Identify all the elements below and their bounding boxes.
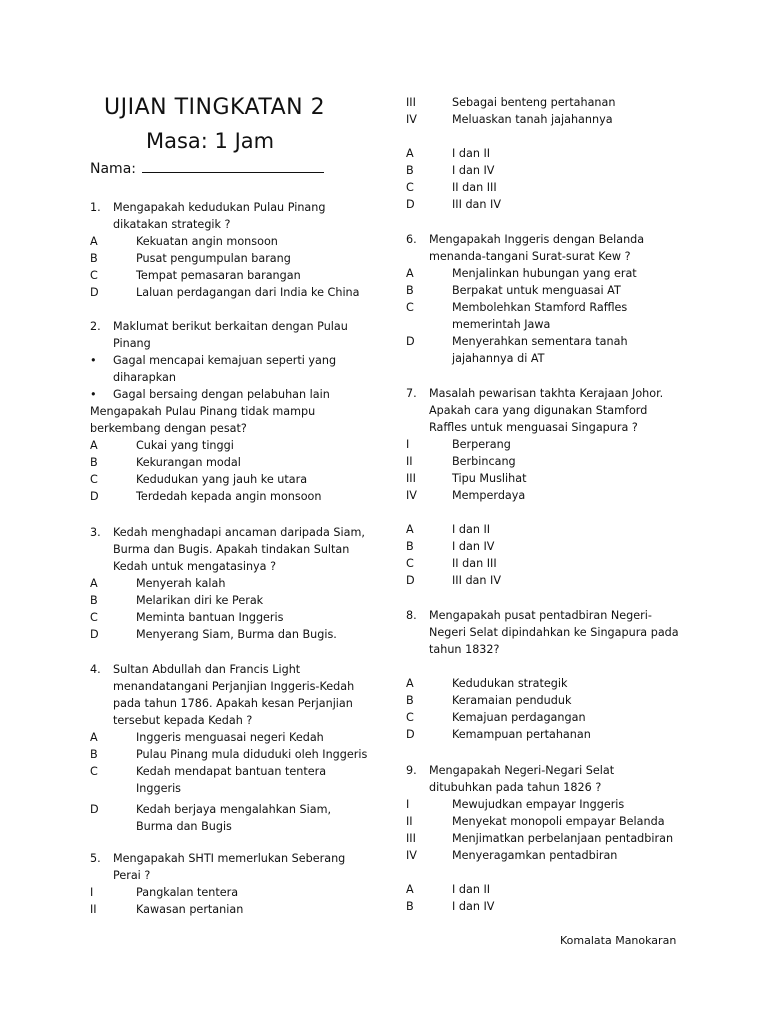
statement-iii: III Tipu Muslihat (406, 472, 527, 485)
question-4: 4. Sultan Abdullah dan Francis Light menandatangani Perjanjian Inggeris-Kedah pada tahun 1786. Apakah kesan Perjanjian tersebut kepada Kedah ? A Inggeris menguasai negeri Kedah B Pulau Pinang mula diduduki oleh Inggeris C Kedah mendapat bantuan tentera Inggeris D Kedah berjaya mengalahkan Siam, Burma dan Bugis (90, 663, 368, 833)
question-number: 5. (90, 852, 101, 865)
question-1 (90, 199, 360, 301)
bullet-icon: • (90, 354, 97, 367)
question-number: 7. (406, 387, 417, 400)
question-7: 7. Masalah pewarisan takhta Kerajaan Johor. Apakah cara yang digunakan Stamford Raffles untuk menguasai Singapura ? I Berperang II Berbincang III Tipu Muslihat IV Memperdaya A I dan II B I dan IV C II dan III D III dan IV (406, 387, 664, 587)
option-d: D Laluan perdagangan dari India ke China (90, 286, 360, 299)
statement-ii: II Kawasan pertanian (90, 903, 244, 916)
statement-i: I Mewujudkan empayar Inggeris (406, 798, 625, 811)
option-d: D Menyerang Siam, Burma dan Bugis. (90, 628, 337, 641)
option-c: C Tempat pemasaran barangan (90, 269, 301, 282)
option-c: C Meminta bantuan Inggeris (90, 611, 284, 624)
question-2: 2. Maklumat berikut berkaitan dengan Pulau Pinang • Gagal mencapai kemajuan seperti yang diharapkan • Gagal bersaing dengan pelabuhan lain Mengapakah Pulau Pinang tidak mampu berkembang dengan pesat? A Cukai yang tinggi B Kekurangan modal C Kedudukan yang jauh ke utara D Terdedah kepada angin monsoon (90, 320, 348, 503)
option-b: B I dan IV (406, 164, 495, 177)
exam-title: UJIAN TINGKATAN 2 (104, 95, 326, 120)
question-number: 2. (90, 320, 101, 333)
option-a: A I dan II (406, 883, 491, 896)
question-5-continued (406, 94, 615, 213)
option-b: B Berpakat untuk menguasai AT (406, 284, 621, 297)
option-b: B Kekurangan modal (90, 456, 241, 469)
option-d: D Kemampuan pertahanan (406, 728, 591, 741)
option-a: A Kekuatan angin monsoon (90, 235, 278, 248)
option-b: B I dan IV (406, 540, 495, 553)
option-a: A I dan II (406, 523, 491, 536)
question-5: 5. Mengapakah SHTI memerlukan Seberang Perai ? I Pangkalan tentera II Kawasan pertanian (90, 852, 346, 916)
question-number: 9. (406, 764, 417, 777)
option-a: A Inggeris menguasai negeri Kedah (90, 731, 324, 744)
option-c: C Kedah mendapat bantuan tentera (90, 765, 327, 778)
question-9: 9. Mengapakah Negeri-Negari Selat ditubuhkan pada tahun 1826 ? I Mewujudkan empayar Inggeris II Menyekat monopoli empayar Belanda III Menjimatkan perbelanjaan pentadbiran IV Menyeragamkan pentadbiran A I dan II B I dan IV (406, 764, 674, 913)
question-8: 8. Mengapakah pusat pentadbiran Negeri- Negeri Selat dipindahkan ke Singapura pada tahun 1832? A Kedudukan strategik B Keramaian penduduk C Kemajuan perdagangan D Kemampuan pertahanan (406, 609, 679, 741)
option-d: D Kedah berjaya mengalahkan Siam, (90, 803, 332, 816)
question-text: dikatakan strategik ? (113, 218, 231, 231)
exam-duration: Masa: 1 Jam (146, 129, 275, 153)
option-a: A I dan II (406, 147, 491, 160)
option-d: D III dan IV (406, 198, 502, 211)
option-d: D Terdedah kepada angin monsoon (90, 490, 322, 503)
author-credit: Komalata Manokaran (560, 934, 677, 947)
option-a: A Kedudukan strategik (406, 677, 568, 690)
bullet-item: • Gagal mencapai kemajuan seperti yang (90, 354, 337, 367)
question-number: 3. (90, 526, 101, 539)
option-a: A Cukai yang tinggi (90, 439, 234, 452)
option-c: C Membolehkan Stamford Raffles (406, 301, 628, 314)
option-b: B Pusat pengumpulan barang (90, 252, 291, 265)
question-number: 6. (406, 233, 417, 246)
statement-iv: IV Menyeragamkan pentadbiran (406, 849, 618, 862)
statement-iv: IV Memperdaya (406, 489, 526, 502)
option-a: A Menyerah kalah (90, 577, 226, 590)
name-blank-line (142, 160, 324, 173)
option-c: C Kemajuan perdagangan (406, 711, 586, 724)
option-d: D III dan IV (406, 574, 502, 587)
question-text: Mengapakah kedudukan Pulau Pinang (113, 201, 326, 214)
bullet-icon: • (90, 388, 97, 401)
question-6: 6. Mengapakah Inggeris dengan Belanda menanda-tangani Surat-surat Kew ? A Menjalinkan hubungan yang erat B Berpakat untuk menguasai AT C Membolehkan Stamford Raffles memerintah Jawa D Menyerahkan sementara tanah jajahannya di AT (406, 233, 645, 365)
name-label: Nama: (90, 161, 136, 177)
option-b: B Keramaian penduduk (406, 694, 572, 707)
option-c: C II dan III (406, 557, 497, 570)
option-a: A Menjalinkan hubungan yang erat (406, 267, 637, 280)
question-3: 3. Kedah menghadapi ancaman daripada Siam, Burma dan Bugis. Apakah tindakan Sultan Kedah untuk mengatasinya ? A Menyerah kalah B Melarikan diri ke Perak C Meminta bantuan Inggeris D Menyerang Siam, Burma dan Bugis. (90, 526, 365, 641)
statement-iii: III Menjimatkan perbelanjaan pentadbiran (406, 832, 674, 845)
question-number: 4. (90, 663, 101, 676)
question-number: 1. (90, 201, 101, 214)
option-b: B Pulau Pinang mula diduduki oleh Inggeris (90, 748, 368, 761)
statement-iii: III Sebagai benteng pertahanan (406, 96, 616, 109)
option-c: C II dan III (406, 181, 497, 194)
statement-i: I Berperang (406, 438, 511, 451)
question-number: 8. (406, 609, 417, 622)
name-field (90, 160, 324, 177)
option-b: B Melarikan diri ke Perak (90, 594, 264, 607)
statement-iv: IV Meluaskan tanah jajahannya (406, 113, 613, 126)
bullet-item: • Gagal bersaing dengan pelabuhan lain (90, 388, 330, 401)
option-b: B I dan IV (406, 900, 495, 913)
statement-ii: II Berbincang (406, 455, 516, 468)
option-d: D Menyerahkan sementara tanah (406, 335, 628, 348)
statement-ii: II Menyekat monopoli empayar Belanda (406, 815, 665, 828)
statement-i: I Pangkalan tentera (90, 886, 239, 899)
option-c: C Kedudukan yang jauh ke utara (90, 473, 308, 486)
